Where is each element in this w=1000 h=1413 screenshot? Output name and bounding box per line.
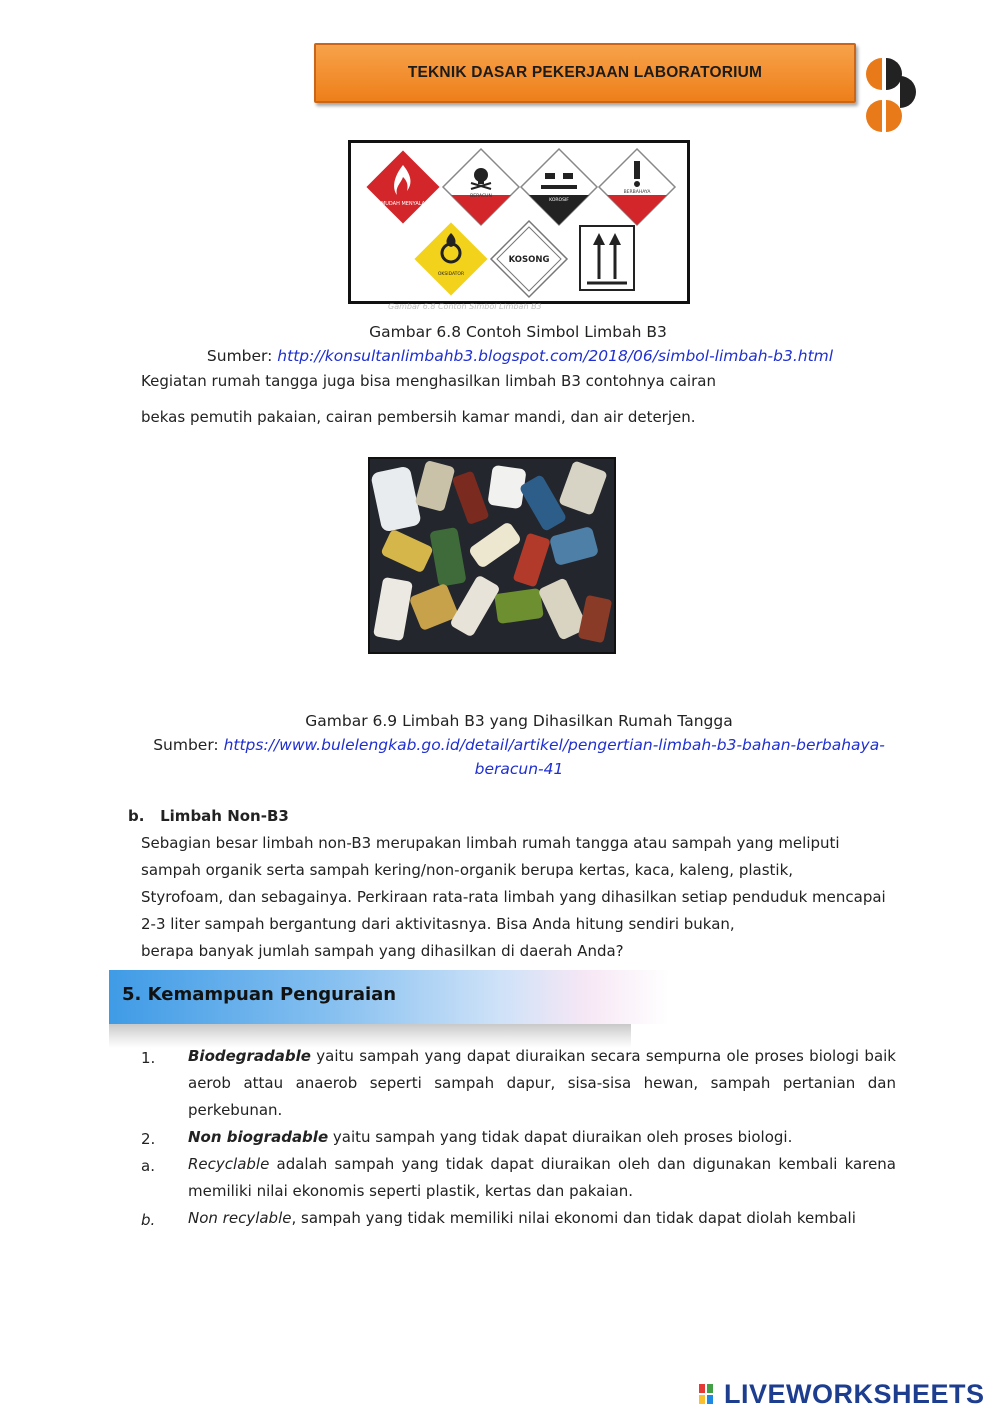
header-banner <box>314 43 856 103</box>
paragraph1-line1: Kegiatan rumah tangga juga bisa menghasilkan limbah B3 contohnya cairan <box>141 372 716 390</box>
list-marker: b. <box>141 1211 156 1229</box>
hazard-label-toxic: BERACUN <box>470 194 492 199</box>
hazard-symbols-svg <box>351 143 687 301</box>
liveworksheets-watermark <box>698 1378 985 1410</box>
hazard-symbols-figure <box>348 140 690 304</box>
toxic-icon <box>443 149 519 225</box>
list-item-biodegradable <box>188 1043 896 1124</box>
hazard-label-corrosive: KOROSIF <box>549 198 569 203</box>
list-item-text: yaitu sampah yang dapat diuraikan secara sempurna ole proses biologi baik aerob attau anaerob seperti sampah dapur, sisa-sisa hewan, sampah pertanian dan perkebunan. <box>188 1047 896 1119</box>
exclamation-icon <box>599 149 675 225</box>
header-title: TEKNIK DASAR PEKERJAAN LABORATORIUM <box>407 64 763 81</box>
household-waste-photo <box>368 457 616 654</box>
list-marker: 1. <box>141 1049 156 1067</box>
term-biodegradable: Biodegradable <box>188 1047 311 1065</box>
section-b-title: Limbah Non-B3 <box>160 807 289 825</box>
hazard-label-oxidizer: OKSIDATOR <box>437 272 465 277</box>
oxidizer-icon <box>413 221 489 297</box>
section-b-line: Sebagian besar limbah non-B3 merupakan limbah rumah tangga atau sampah yang meliputi <box>141 834 840 852</box>
flammable-icon <box>365 149 441 225</box>
section-b-marker: b. <box>128 807 145 825</box>
figure1-source-link[interactable]: http://konsultanlimbahb3.blogspot.com/2018/06/simbol-limbah-b3.html <box>277 347 834 365</box>
empty-container-icon <box>491 221 567 297</box>
figure2-source-prefix: Sumber: <box>153 736 224 754</box>
list-marker: a. <box>141 1157 155 1175</box>
list-item-text: adalah sampah yang tidak dapat diuraikan oleh dan digunakan kembali karena memiliki nilai ekonomis seperti plastik, kertas dan pakaian. <box>188 1155 896 1200</box>
corrosive-icon <box>521 149 597 225</box>
list-item-text: , sampah yang tidak memiliki nilai ekonomi dan tidak dapat diolah kembali <box>291 1209 856 1227</box>
list-item-non-biodegradable <box>188 1124 896 1151</box>
figure1-caption: Gambar 6.8 Contoh Simbol Limbah B3 <box>369 323 667 341</box>
list-item-text: yaitu sampah yang tidak dapat diuraikan oleh proses biologi. <box>328 1128 793 1146</box>
hazard-label-flammable: MUDAH MENYALA <box>380 201 426 207</box>
section-b-line: berapa banyak jumlah sampah yang dihasilkan di daerah Anda? <box>141 942 624 960</box>
brand-logo-icon <box>860 54 922 134</box>
list-item-non-recyclable <box>188 1205 896 1232</box>
faded-inner-caption: Gambar 6.8 Contoh Simbol Limbah B3 <box>388 302 542 311</box>
term-recyclable: Recyclable <box>188 1155 270 1173</box>
watermark-text: LIVEWORKSHEETS <box>724 1378 985 1409</box>
figure2-caption: Gambar 6.9 Limbah B3 yang Dihasilkan Rumah Tangga <box>305 712 733 730</box>
section-b-line: 2-3 liter sampah bergantung dari aktivitasnya. Bisa Anda hitung sendiri bukan, <box>141 915 735 933</box>
hazard-label-empty: KOSONG <box>508 255 550 265</box>
figure2-source-link-cont[interactable]: beracun-41 <box>474 760 564 778</box>
section-b-line: Styrofoam, dan sebagainya. Perkiraan rata-rata limbah yang dihasilkan setiap penduduk mencapai <box>141 888 886 906</box>
section-b-line: sampah organik serta sampah kering/non-organik berupa kertas, kaca, kaleng, plastik, <box>141 861 794 879</box>
hazard-label-harmful: BERBAHAYA <box>623 190 651 195</box>
figure2-source-line1 <box>0 736 1000 754</box>
figure1-source <box>0 347 1000 365</box>
list-item-recyclable <box>188 1151 896 1205</box>
section-5-title: 5. Kemampuan Penguraian <box>122 984 397 1005</box>
paragraph1-line2: bekas pemutih pakaian, cairan pembersih kamar mandi, dan air deterjen. <box>141 408 696 426</box>
figure1-source-prefix: Sumber: <box>206 347 278 365</box>
figure2-source-link[interactable]: https://www.bulelengkab.go.id/detail/artikel/pengertian-limbah-b3-bahan-berbahaya- <box>223 736 885 754</box>
term-non-recyclable: Non recylable <box>188 1209 292 1227</box>
figure2-source-line2 <box>0 760 1000 778</box>
term-non-biodegradable: Non biogradable <box>188 1128 329 1146</box>
section-b-heading <box>128 803 289 830</box>
this-way-up-icon <box>580 226 634 290</box>
list-marker: 2. <box>141 1130 156 1148</box>
household-waste-photo-svg <box>370 459 614 652</box>
liveworksheets-logo-icon <box>698 1382 722 1406</box>
